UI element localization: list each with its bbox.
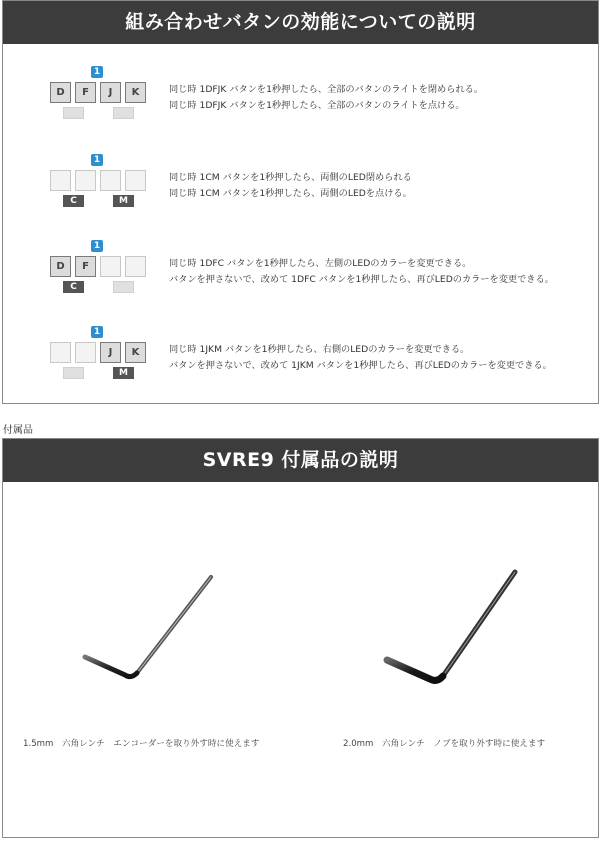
key-f (75, 170, 96, 191)
key-m: M (113, 367, 134, 379)
description-line: 同じ時 1CM バタンを1秒押したら、両側のLED閉められる (169, 172, 412, 183)
combo-description (169, 82, 483, 114)
description-line: 同じ時 1DFC バタンを1秒押したら、左側のLEDのカラーを変更できる。 (169, 258, 472, 269)
description-line: 同じ時 1DFJK バタンを1秒押したら、全部のバタンのライトを点ける。 (169, 100, 465, 111)
section-title: SVRE9 付属品の説明 (3, 439, 598, 482)
description-line: 同じ時 1DFJK バタンを1秒押したら、全部のバタンのライトを閉められる。 (169, 84, 483, 95)
accessories-panel (2, 438, 599, 838)
hex-wrench-icon (373, 564, 533, 694)
key-1-badge: 1 (91, 154, 103, 166)
accessories-label: 付属品 (3, 425, 33, 436)
key-c (63, 367, 84, 379)
key-d (50, 170, 71, 191)
hex-wrench-icon (73, 569, 223, 689)
key-j (100, 256, 121, 277)
wrench-2-caption: 2.0mm 六角レンチ ノブを取り外す時に使えます (343, 739, 546, 749)
combo-description (169, 256, 554, 288)
key-d: D (50, 256, 71, 277)
key-c: C (63, 281, 84, 293)
section-title: 組み合わせバタンの効能についての説明 (3, 1, 598, 44)
key-k: K (125, 342, 146, 363)
combo-description (169, 342, 552, 374)
button-combo-panel (2, 0, 599, 404)
key-d (50, 342, 71, 363)
description-line: 同じ時 1JKM バタンを1秒押したら、右側のLEDのカラーを変更できる。 (169, 344, 470, 355)
description-line: バタンを押さないで、改めて 1DFC バタンを1秒押したら、再びLEDのカラーを変更できる。 (169, 274, 554, 285)
key-1-badge: 1 (91, 326, 103, 338)
combo-row (3, 321, 598, 381)
key-k (125, 170, 146, 191)
combo-row (3, 149, 598, 209)
key-c: C (63, 195, 84, 207)
key-d: D (50, 82, 71, 103)
key-k: K (125, 82, 146, 103)
key-f: F (75, 82, 96, 103)
combo-description (169, 170, 412, 202)
key-1-badge: 1 (91, 66, 103, 78)
key-m (113, 281, 134, 293)
key-m: M (113, 195, 134, 207)
key-m (113, 107, 134, 119)
key-f: F (75, 256, 96, 277)
combo-row (3, 61, 598, 121)
key-j: J (100, 342, 121, 363)
description-line: バタンを押さないで、改めて 1JKM バタンを1秒押したら、再びLEDのカラーを変更できる。 (169, 360, 552, 371)
key-f (75, 342, 96, 363)
key-k (125, 256, 146, 277)
wrench-1-caption: 1.5mm 六角レンチ エンコーダーを取り外す時に使えます (23, 739, 260, 749)
combo-row (3, 235, 598, 295)
key-1-badge: 1 (91, 240, 103, 252)
key-j: J (100, 82, 121, 103)
key-j (100, 170, 121, 191)
key-c (63, 107, 84, 119)
description-line: 同じ時 1CM バタンを1秒押したら、両側のLEDを点ける。 (169, 188, 412, 199)
